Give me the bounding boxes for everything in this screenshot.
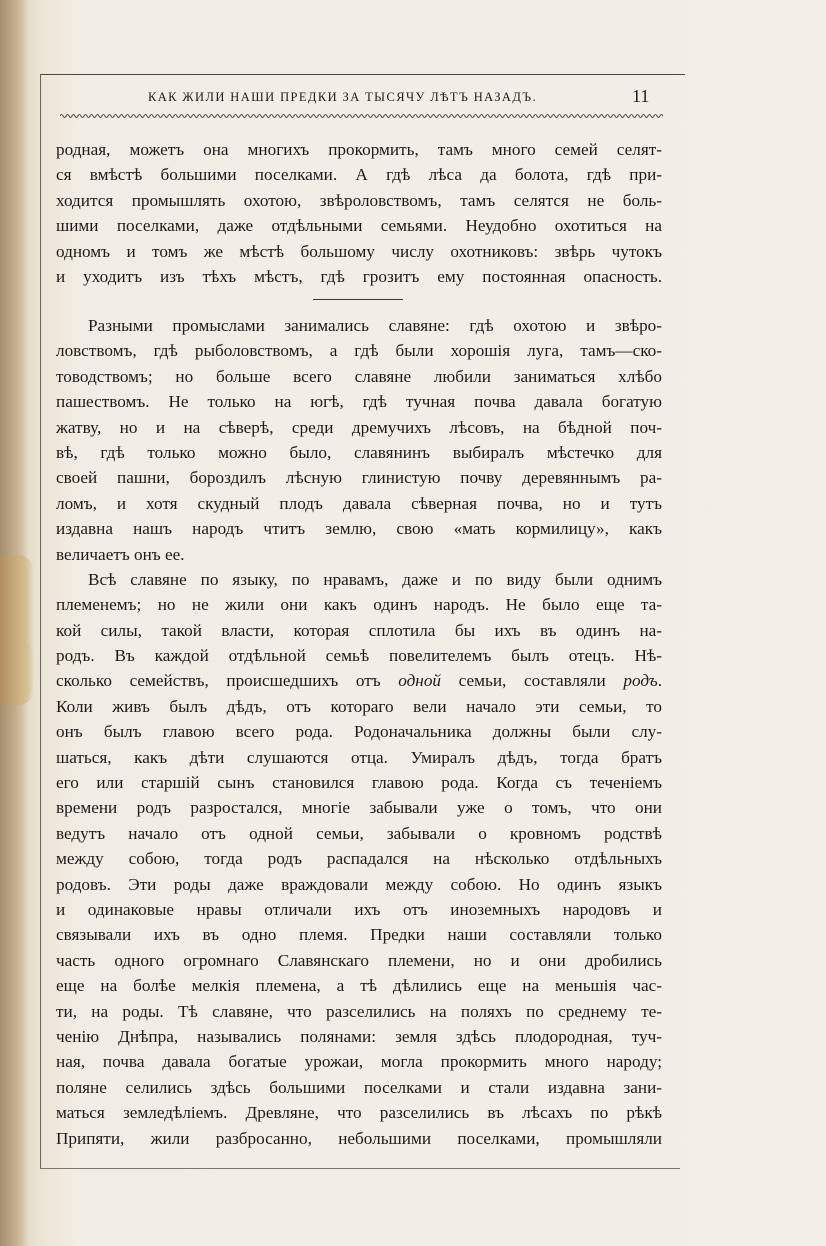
header-wavy-rule (60, 112, 663, 120)
paper-tab-mark-shadow (0, 640, 34, 700)
italic-word-odnoy: одной (398, 671, 442, 691)
text-line: пашествомъ. Не только на югѣ, гдѣ тучная почва давала богатую (56, 392, 662, 412)
text-line: одномъ и томъ же мѣстѣ большому числу охотниковъ: звѣрь чутокъ (56, 241, 662, 261)
text-line: его или старшій сынъ становился главою рода. Когда съ теченіемъ (56, 773, 662, 793)
text-line: издавна нашъ народъ чтитъ землю, свою «мать кормилицу», какъ (56, 519, 662, 539)
bottom-border-rule (40, 1168, 680, 1169)
text-run: . (657, 671, 663, 691)
text-line: ти, на роды. Тѣ славяне, что разселились на поляхъ по среднему те- (56, 1001, 662, 1021)
section-separator-rule (313, 299, 403, 300)
text-line: ловствомъ, гдѣ рыболовствомъ, а гдѣ были хорошія луга, тамъ—ско- (56, 341, 662, 361)
text-line: своей пашни, бороздилъ лѣсную глинистую почву деревяннымъ ра- (56, 468, 662, 488)
text-line: связывали ихъ въ одно племя. Предки наши составляли только (56, 925, 662, 945)
text-line: жатву, но и на сѣверѣ, среди дремучихъ лѣсовъ, на бѣдной поч- (56, 417, 662, 437)
text-line: времени родъ разростался, многіе забывали уже о томъ, что они (56, 798, 662, 818)
text-line: ломъ, и хотя скудный плодъ давала сѣверная почва, но и тутъ (56, 493, 662, 513)
text-line: поляне селились здѣсь большими поселками и стали издавна зани- (56, 1077, 662, 1097)
text-line: онъ былъ главою всего рода. Родоначальника должны были слу- (56, 722, 662, 742)
text-line-with-italics (56, 668, 662, 693)
text-line: родная, можетъ она многихъ прокормить, тамъ много семей селят- (56, 140, 662, 159)
text-run: сколько семействъ, происшедшихъ отъ (56, 671, 399, 691)
text-line: Припяти, жили разбросанно, небольшими поселками, промышляли (56, 1128, 662, 1148)
text-line: еще на болѣе мелкія племена, а тѣ дѣлились еще на меньшія час- (56, 976, 662, 996)
text-line: шаться, какъ дѣти слушаются отца. Умиралъ дѣдъ, тогда братъ (56, 747, 662, 767)
text-line: ная, почва давала богатые урожаи, могла прокормить много народу; (56, 1052, 662, 1072)
main-text-body (56, 313, 662, 1151)
paragraph-1 (56, 137, 662, 289)
top-border-rule (40, 74, 685, 75)
text-line: племенемъ; но не жили они какъ одинъ народъ. Не было еще та- (56, 595, 662, 615)
text-line: Коли живъ былъ дѣдъ, отъ котораго вели начало эти семьи, то (56, 696, 662, 716)
text-line-paragraph-end: величаетъ онъ ее. (56, 544, 185, 564)
text-line: часть одного огромнаго Славянскаго племени, но и они дробились (56, 950, 662, 970)
text-line: и уходитъ изъ тѣхъ мѣстъ, гдѣ грозитъ ему постоянная опасность. (56, 266, 662, 286)
text-line: маться земледѣліемъ. Древляне, что разселились въ лѣсахъ по рѣкѣ (56, 1103, 662, 1123)
text-line: ведутъ начало отъ одной семьи, забывали о кровномъ родствѣ (56, 823, 662, 843)
text-line: кой силы, такой власти, которая сплотила бы ихъ въ одинъ на- (56, 620, 662, 640)
page-number: 11 (632, 86, 650, 106)
text-line: товодствомъ; но больше всего славяне любили заниматься хлѣбо (56, 366, 662, 386)
text-line: между собою, тогда родъ распадался на нѣсколько отдѣльныхъ (56, 849, 662, 869)
italic-word-rod: родъ (623, 671, 658, 691)
text-line: вѣ, гдѣ только можно было, славянинъ выбиралъ мѣстечко для (56, 442, 662, 462)
text-line: родовъ. Эти роды даже враждовали между собою. Но одинъ языкъ (56, 874, 662, 894)
text-line: ходится промышлять охотою, звѣроловствомъ, тамъ селятся не боль- (56, 190, 662, 210)
running-header-title: КАК ЖИЛИ НАШИ ПРЕДКИ ЗА ТЫСЯЧУ ЛѢТЪ НАЗАДЪ. (148, 90, 538, 104)
text-line: ся вмѣстѣ большими поселками. А гдѣ лѣса да болота, гдѣ при- (56, 165, 662, 185)
text-line-paragraph-start: Разными промыслами занимались славяне: гдѣ охотою и звѣро- (88, 316, 662, 335)
text-line-paragraph-start: Всѣ славяне по языку, по нравамъ, даже и по виду были однимъ (88, 569, 662, 589)
text-line: шими поселками, даже отдѣльными семьями. Неудобно охотиться на (56, 216, 662, 236)
text-line: ченію Днѣпра, назывались полянами: земля здѣсь плодородная, туч- (56, 1026, 662, 1046)
left-border-rule (40, 74, 41, 1169)
text-run: семьи, составляли (441, 671, 624, 691)
text-line: родъ. Въ каждой отдѣльной семьѣ повелителемъ былъ отецъ. Нѣ- (56, 646, 662, 666)
text-line: и одинаковые нравы отличали ихъ отъ иноземныхъ народовъ и (56, 899, 662, 919)
